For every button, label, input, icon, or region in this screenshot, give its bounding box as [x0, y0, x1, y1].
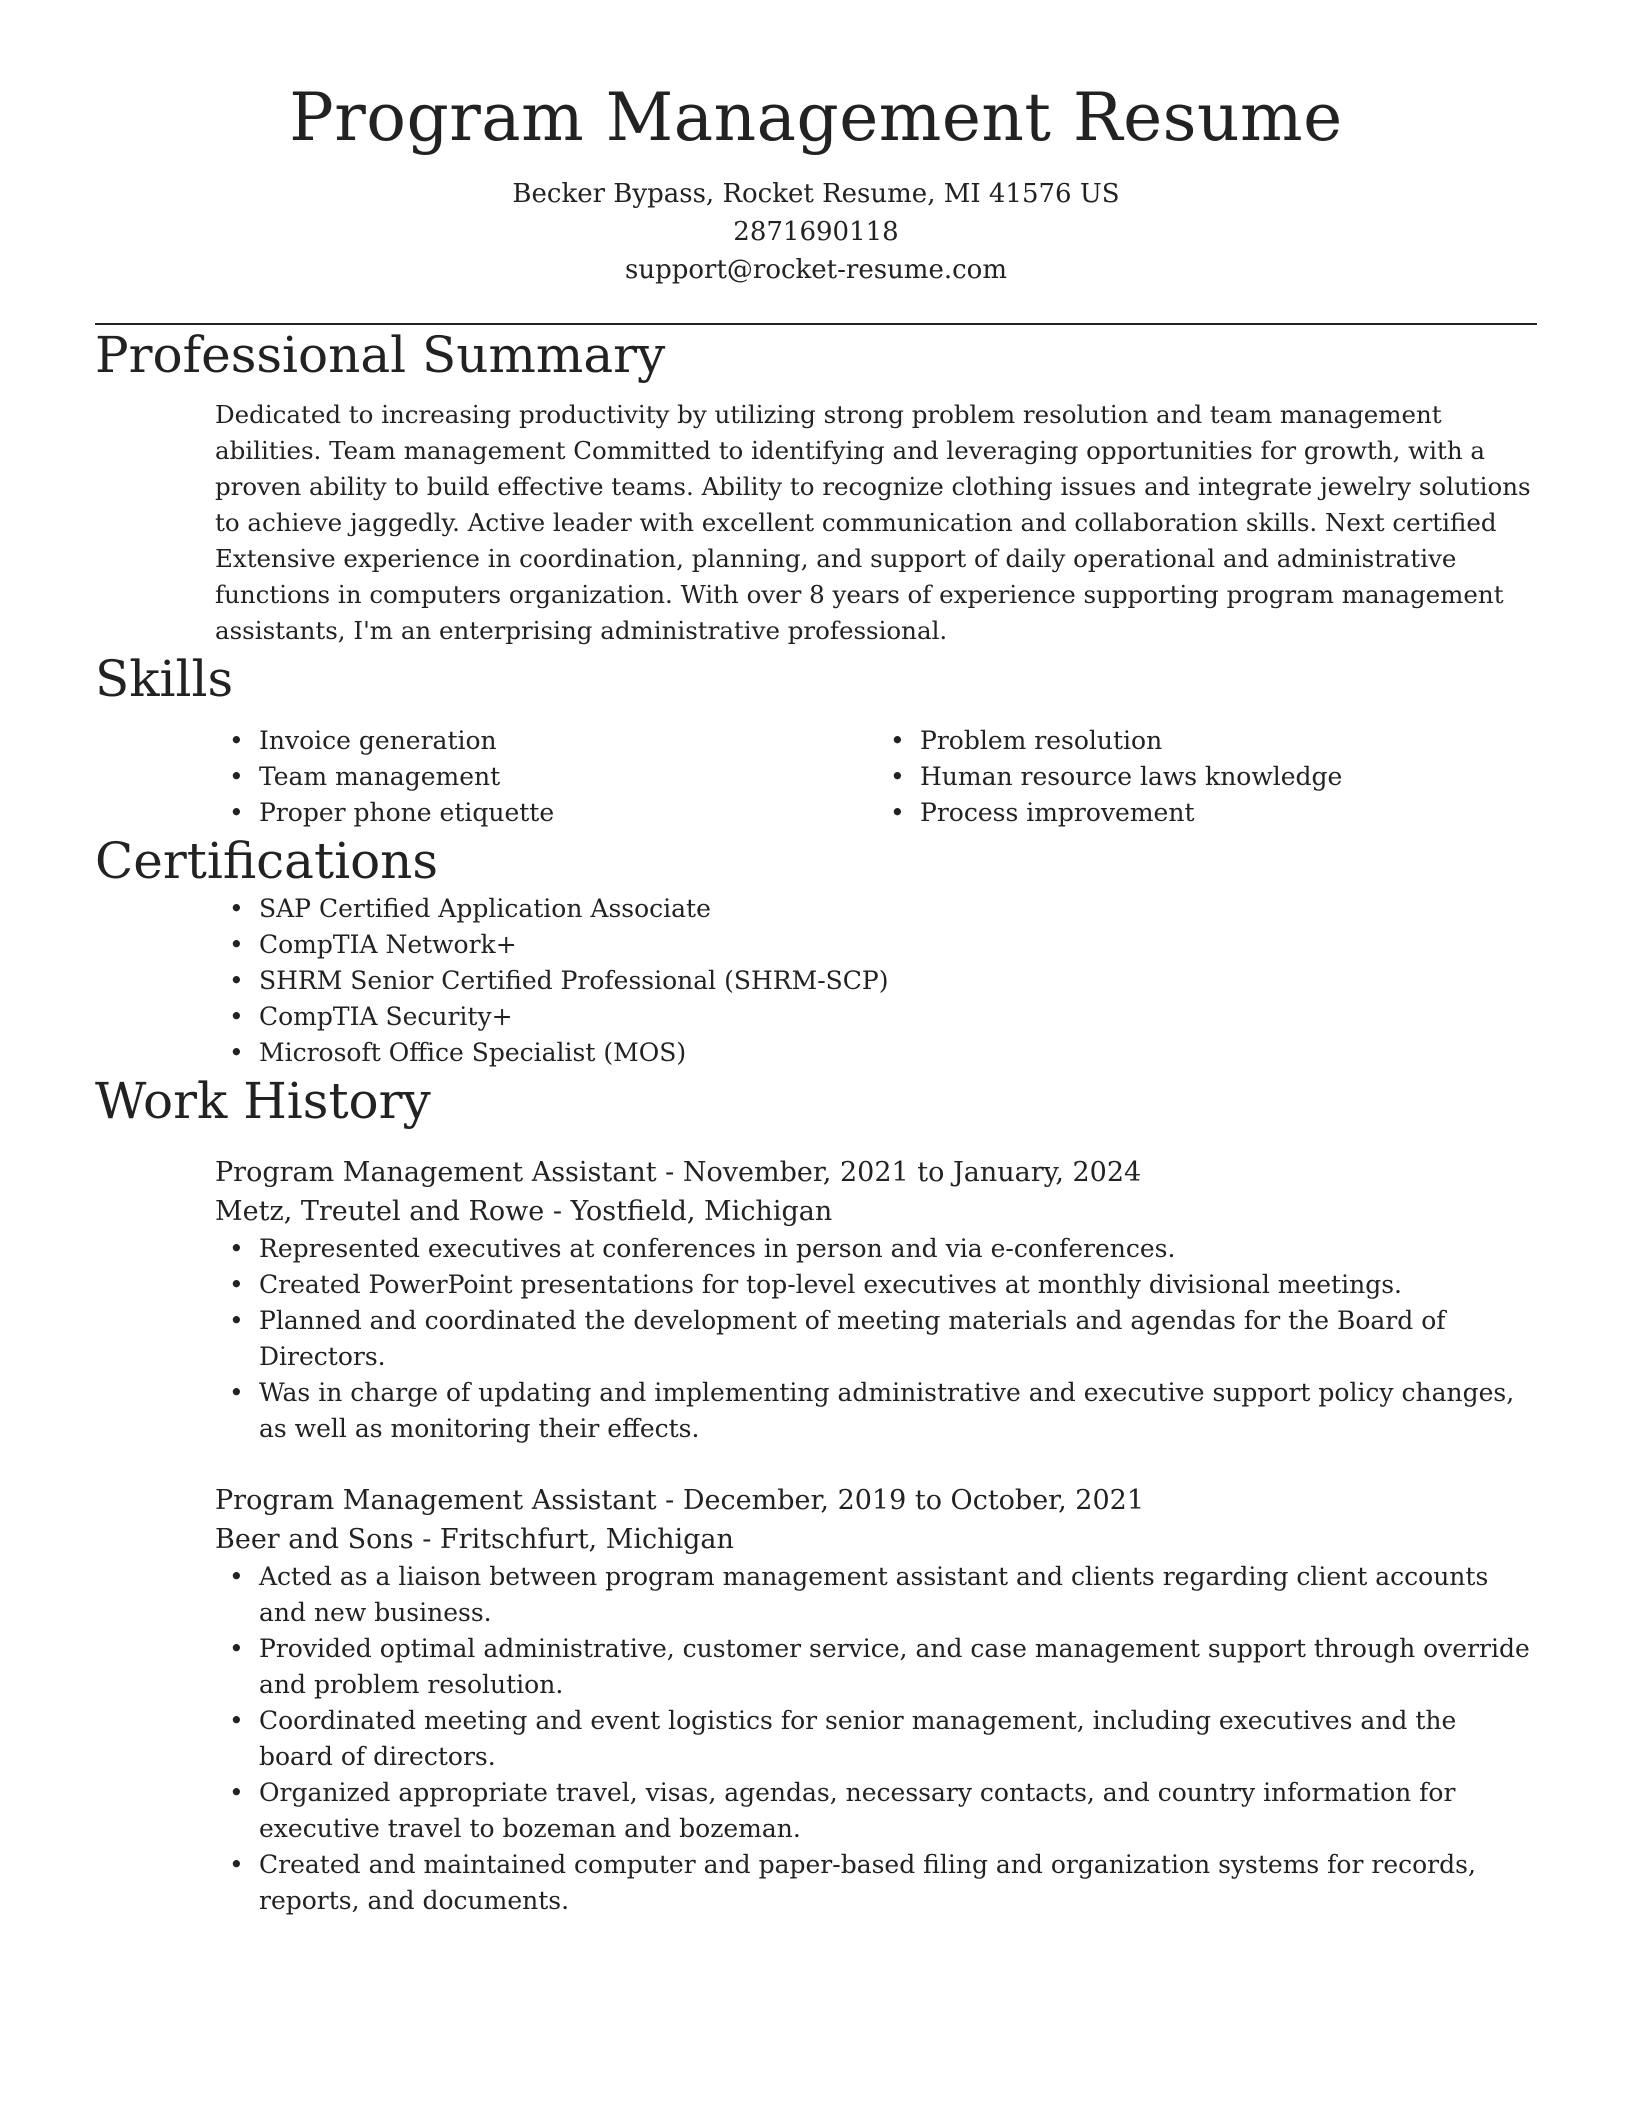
- responsibility-item: • Was in charge of updating and implementing administrative and executive support policy changes, as well as monitoring their effects.: [215, 1375, 1537, 1447]
- job-location: - Yostfield, Michigan: [544, 1196, 833, 1228]
- job-company-line: [215, 1192, 1537, 1231]
- phone-text: 2871690118: [733, 217, 899, 248]
- skill-item: • Problem resolution: [876, 723, 1537, 759]
- skill-item: • Process improvement: [876, 795, 1537, 831]
- job-dates: - November, 2021 to January, 2024: [656, 1157, 1142, 1189]
- summary-heading: Professional Summary: [95, 326, 666, 385]
- job-dates: - December, 2019 to October, 2021: [656, 1485, 1145, 1517]
- skills-column-right: [876, 723, 1537, 831]
- contact-block: [95, 175, 1537, 289]
- skill-item: • Invoice generation: [215, 723, 876, 759]
- job-company: Beer and Sons: [215, 1524, 414, 1556]
- responsibility-item: • Provided optimal administrative, customer service, and case management support through override and problem resolution.: [215, 1631, 1537, 1703]
- skills-grid: [95, 723, 1537, 831]
- certification-item: • Microsoft Office Specialist (MOS): [215, 1035, 915, 1071]
- job-company: Metz, Treutel and Rowe: [215, 1196, 545, 1228]
- resume-header: [95, 0, 1537, 289]
- job-responsibilities: [215, 1559, 1537, 1919]
- certification-item: • CompTIA Security+: [215, 999, 915, 1035]
- skills-column-left: [215, 723, 876, 831]
- responsibility-item: • Acted as a liaison between program management assistant and clients regarding client accounts and new business.: [215, 1559, 1537, 1631]
- job-entry: [95, 1481, 1537, 1919]
- job-role: Program Management Assistant: [215, 1485, 657, 1517]
- summary-paragraph: Dedicated to increasing productivity by utilizing strong problem resolution and team management abilities. Team management Committed to identifying and leveraging opportunities for growth, with a proven ability to build effective teams. Ability to recognize clothing issues and integrate jewelry solutions to achieve jaggedly. Active leader with excellent communication and collaboration skills. Next certified Extensive experience in coordination, planning, and support of daily operational and administrative functions in computers organization. With over 8 years of experience supporting program management assistants, I'm an enterprising administrative professional.: [215, 400, 1531, 646]
- job-location: - Fritschfurt, Michigan: [413, 1524, 734, 1556]
- skill-item: • Proper phone etiquette: [215, 795, 876, 831]
- email-text: support@rocket-resume.com: [624, 255, 1007, 286]
- certification-item: • SAP Certified Application Associate: [215, 891, 915, 927]
- resume-title: Program Management Resume: [289, 79, 1343, 156]
- skill-item: • Human resource laws knowledge: [876, 759, 1537, 795]
- certifications-block: [95, 891, 1537, 1071]
- certification-item: • CompTIA Network+: [215, 927, 915, 963]
- job-title-line: [215, 1153, 1537, 1192]
- job-responsibilities: [215, 1231, 1537, 1447]
- address-text: Becker Bypass, Rocket Resume, MI 41576 US: [512, 179, 1120, 210]
- job-entry: [95, 1153, 1537, 1447]
- responsibility-item: • Represented executives at conferences in person and via e-conferences.: [215, 1231, 1537, 1267]
- certifications-list: [215, 891, 915, 1071]
- job-title-line: [215, 1481, 1537, 1520]
- job-company-line: [215, 1520, 1537, 1559]
- responsibility-item: • Created PowerPoint presentations for top-level executives at monthly divisional meetings.: [215, 1267, 1537, 1303]
- skill-item: • Team management: [215, 759, 876, 795]
- responsibility-item: • Organized appropriate travel, visas, agendas, necessary contacts, and country information for executive travel to bozeman and bozeman.: [215, 1775, 1537, 1847]
- certifications-heading: Certifications: [95, 832, 439, 891]
- responsibility-item: • Coordinated meeting and event logistics for senior management, including executives and the board of directors.: [215, 1703, 1537, 1775]
- work-history-heading: Work History: [95, 1072, 431, 1131]
- skills-heading: Skills: [95, 650, 234, 709]
- certification-item: • SHRM Senior Certified Professional (SHRM-SCP): [215, 963, 915, 999]
- job-role: Program Management Assistant: [215, 1157, 657, 1189]
- responsibility-item: • Planned and coordinated the development of meeting materials and agendas for the Board of Directors.: [215, 1303, 1537, 1375]
- responsibility-item: • Created and maintained computer and paper-based filing and organization systems for records, reports, and documents.: [215, 1847, 1537, 1919]
